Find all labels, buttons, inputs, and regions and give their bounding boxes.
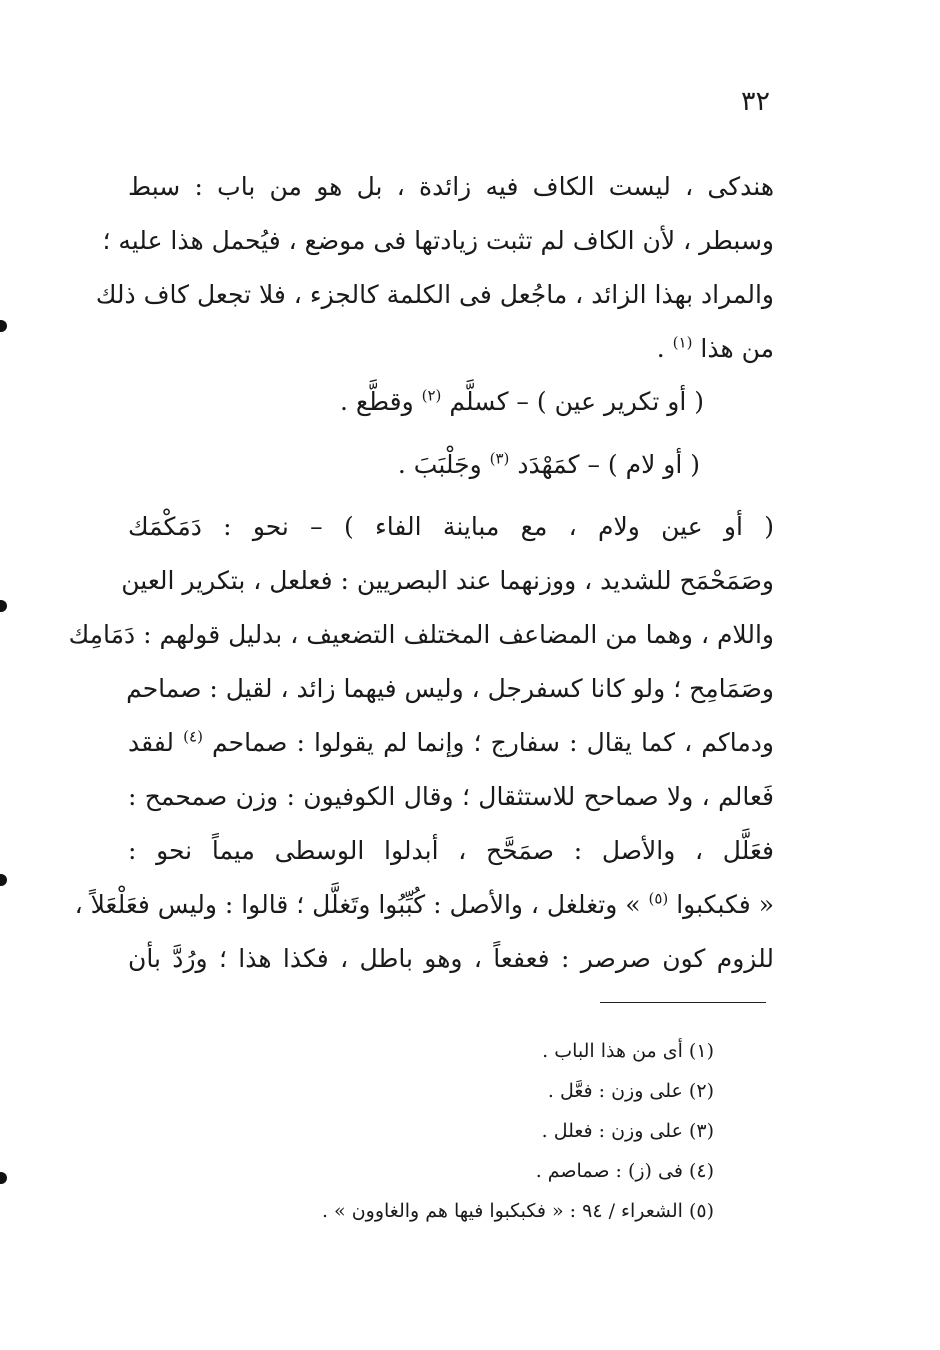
footnote-rule — [600, 1002, 766, 1003]
text-segment: » وتغلغل ، والأصل : كُبِّبُوا وتَغلَّل ؛ قالوا : وليس فعَلْعَلاً ، — [74, 890, 641, 919]
margin-mark — [0, 600, 7, 612]
text-segment: وجَلْبَبَ . — [397, 450, 482, 479]
text-line: والمراد بهذا الزائد ، ماجُعل فى الكلمة كالجزء ، فلا تجعل كاف ذلك — [95, 280, 774, 309]
text-line — [128, 824, 774, 878]
text-line: هندكى ، ليست الكاف فيه زائدة ، بل هو من باب : سبط — [128, 172, 774, 201]
footnote-ref: (٢) — [421, 386, 442, 405]
paragraph-2 — [68, 500, 775, 986]
text-line — [74, 878, 774, 932]
text-line: وسبطر ، لأن الكاف لم تثبت زيادتها فى موضع ، فيُحمل هذا عليه ؛ — [102, 226, 774, 255]
text-segment: من هذا — [700, 334, 774, 363]
text-segment: وصَمَامِح ؛ ولو كانا كسفرجل ، وليس فيهما زائد ، لقيل : صماحم — [126, 674, 774, 703]
text-line — [128, 662, 774, 716]
text-segment: لفقد — [128, 728, 175, 757]
margin-mark — [0, 874, 7, 886]
footnote: (٣) على وزن : فعلل . — [541, 1120, 714, 1142]
text-segment: ( أو لام ) – كمَهْدَد — [517, 450, 700, 479]
margin-mark — [0, 320, 7, 332]
text-line — [128, 716, 774, 770]
footnote: (٤) فى (ز) : صماصم . — [535, 1160, 714, 1182]
text-line — [68, 608, 774, 662]
text-line — [121, 554, 774, 608]
text-segment: . — [656, 334, 673, 363]
footnote-ref: (٣) — [489, 449, 510, 468]
paragraph-1 — [95, 160, 774, 376]
text-segment: ودماكم ، كما يقال : سفارج ؛ وإنما لم يقولوا : صماحم — [212, 728, 775, 757]
footnote-ref: (٥) — [648, 889, 669, 908]
text-segment: ( أو تكرير عين ) – كسلَّم — [449, 387, 704, 416]
footnote-ref: (٤) — [183, 727, 203, 746]
text-segment: وصَمَحْمَح للشديد ، ووزنهما عند البصريين : فعلعل ، بتكرير العين — [121, 566, 774, 595]
footnote-ref: (١) — [672, 333, 693, 352]
footnote: (٢) على وزن : فعَّل . — [547, 1080, 714, 1102]
text-segment: للزوم كون صرصر : فعفعاً ، وهو باطل ، فكذا هذا ؛ ورُدَّ بأن — [128, 944, 774, 973]
verse-line — [398, 445, 700, 485]
footnote: (٥) الشعراء / ٩٤ : « فكبكبوا فيها هم والغاوون » . — [321, 1200, 714, 1222]
text-segment: واللام ، وهما من المضاعف المختلف التضعيف ، بدليل قولهم : دَمَامِك — [68, 620, 774, 649]
page-number: ٣٢ — [740, 86, 770, 117]
text-line — [128, 932, 774, 986]
margin-mark — [0, 1172, 7, 1184]
text-segment: فعَلَّل ، والأصل : صمَحَّح ، أبدلوا الوسطى ميماً نحو : — [128, 836, 774, 865]
text-segment: وقطَّع . — [339, 387, 414, 416]
verse-line — [340, 382, 704, 422]
text-segment: ( أو عين ولام ، مع مباينة الفاء ) – نحو : دَمَكْمَك — [128, 512, 774, 541]
text-line — [128, 770, 774, 824]
text-segment: « فكبكبوا — [676, 890, 774, 919]
text-line — [128, 322, 774, 376]
text-segment: فَعالم ، ولا صماحح للاستثقال ؛ وقال الكوفيون : وزن صمحمح : — [128, 782, 774, 811]
text-line — [128, 500, 774, 554]
footnote: (١) أى من هذا الباب . — [542, 1040, 714, 1062]
